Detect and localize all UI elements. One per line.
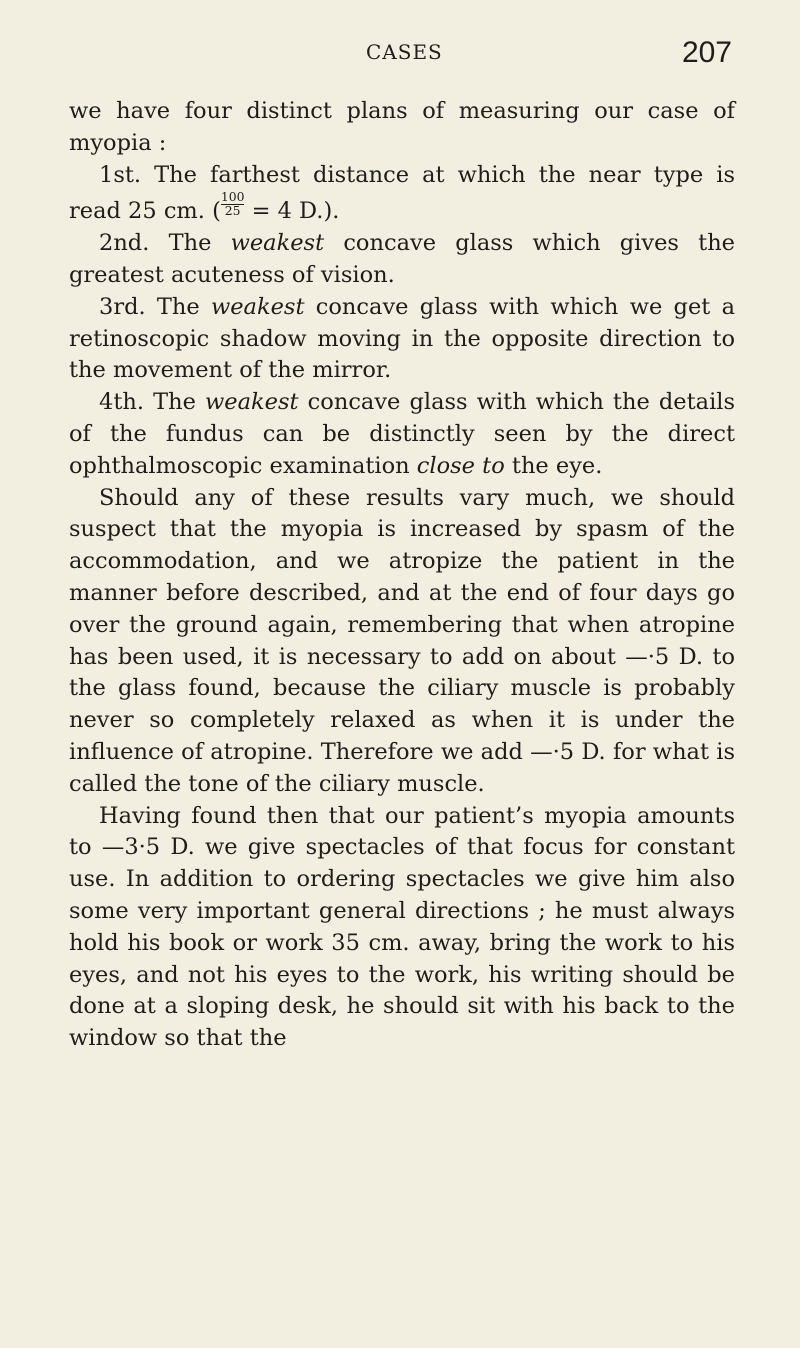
plan-fourth-mid: concave glass with which the details of the fundus can be distinctly seen by the direct ophthalmoscopic examination [69,389,736,479]
fraction-denominator: 25 [224,203,241,218]
plan-second-lead: 2nd. The [99,230,231,257]
plan-third-paragraph [69,292,735,387]
fraction-numerator: 100 [220,190,245,205]
running-header [0,36,800,76]
plan-third-lead: 3rd. The [99,293,211,320]
running-title: CASES [366,40,443,64]
plan-second-tail: concave glass which gives the greatest acuteness of vision. [69,230,735,289]
dioptre-fraction [221,191,245,217]
plan-third-emphasis: weakest [210,293,305,320]
plan-fourth-tail: the eye. [504,452,603,479]
plan-third-tail: concave glass with which we get a retinoscopic shadow moving in the opposite direction to the movement of the mirror. [69,293,735,384]
plan-first-lead: 1st. The farthest distance at which the near type is read 25 cm. ( [69,161,735,225]
plan-second-paragraph [69,228,735,292]
plan-fourth-paragraph [69,387,735,482]
spectacles-paragraph: Having found then that our patient’s myopia amounts to —3·5 D. we give spectacles of that focus for constant use. In addition to ordering spectacles we give him also some very important general directions ; he must always hold his book or work 35 cm. away, bring the work to his eyes, and not his eyes to the work, his writing should be done at a sloping desk, he should sit with his back to the window so that the [69,802,735,1052]
plan-first-paragraph [69,160,735,229]
atropine-paragraph: Should any of these results vary much, we should suspect that the myopia is increased by spasm of the accommodation, and we atropize the patient in the manner before described, and at the end of four days go over the ground again, remembering that when atropine has been used, it is necessary to add on about —·5 D. to the glass found, because the ciliary muscle is probably never so completely relaxed as when it is under the influence of atropine. Therefore we add —·5 D. for what is called the tone of the ciliary muscle. [69,484,735,797]
page-number: 207 [681,36,732,69]
plan-fourth-emphasis-close: close to [416,452,505,479]
plan-second-emphasis: weakest [230,230,325,257]
intro-paragraph: we have four distinct plans of measuring our case of myopia : [69,98,735,156]
plan-fourth-emphasis: weakest [205,389,299,416]
plan-fourth-lead: 4th. The [99,389,206,416]
plan-first-tail: = 4 D.). [244,198,340,225]
body-text [69,96,735,1055]
